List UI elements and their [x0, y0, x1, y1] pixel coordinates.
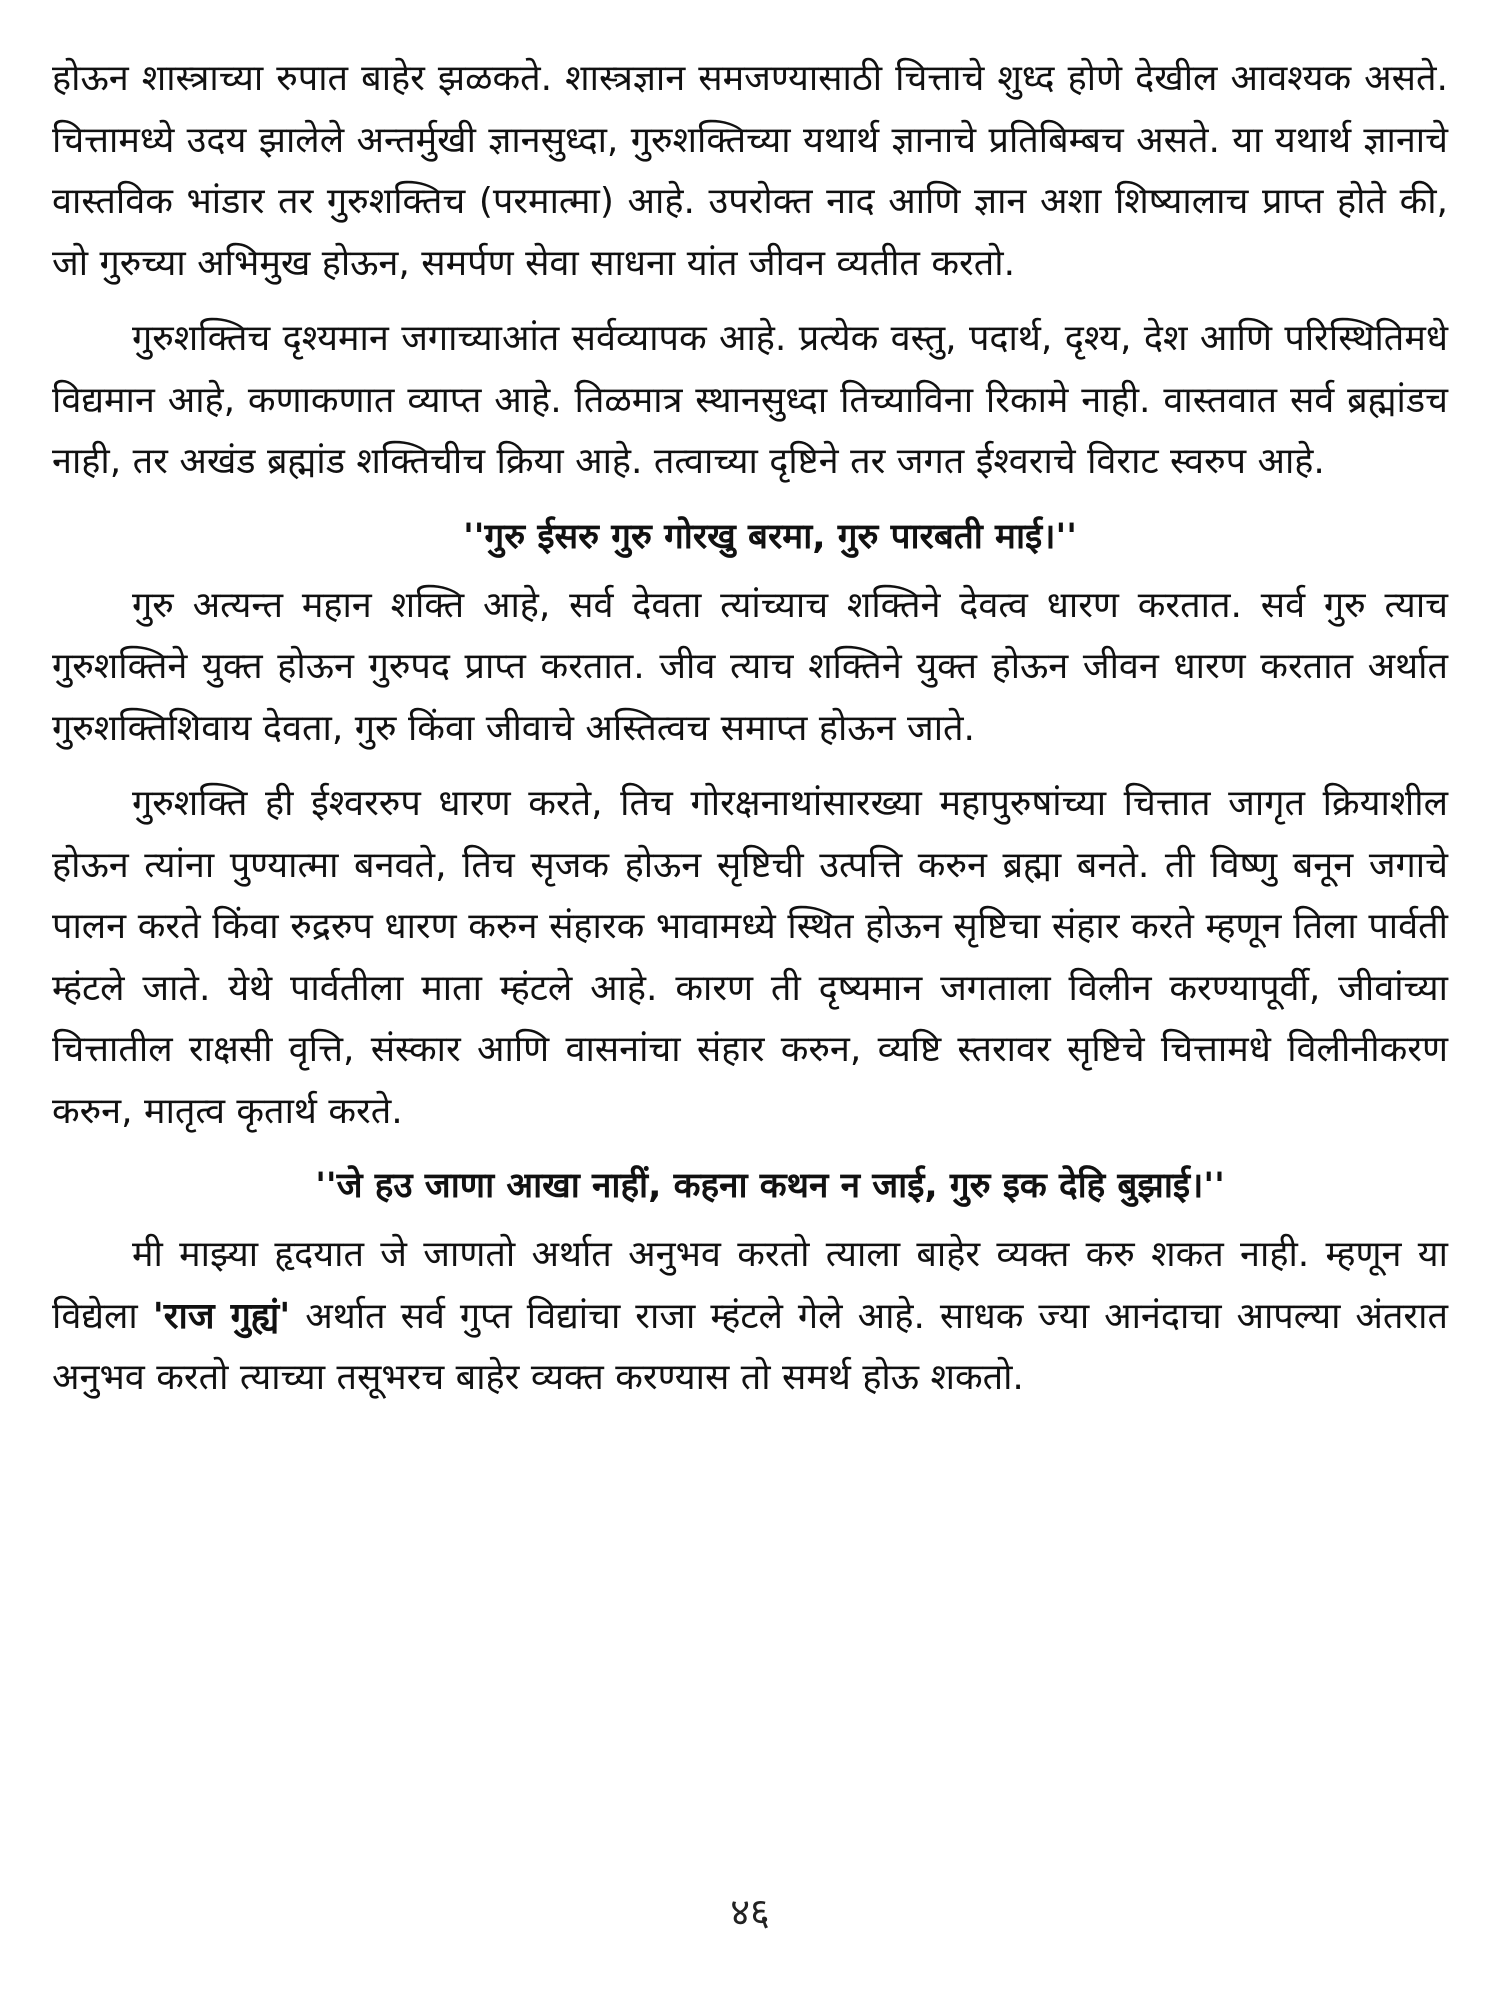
quote-1: ''गुरु ईसरु गुरु गोरखु बरमा, गुरु पारबती माई।'' — [463, 516, 1077, 557]
paragraph-4: गुरुशक्ति ही ईश्वररुप धारण करते, तिच गोरक्षनाथांसारख्या महापुरुषांच्या चित्तात जागृत क्रियाशील होऊन त्यांना पुण्यात्मा बनवते, तिच सृजक होऊन सृष्टिची उत्पत्ति करुन ब्रह्मा बनते. ती विष्णु बनून जगाचे पालन करते किंवा रुद्ररुप धारण करुन संहारक भावामध्ये स्थित होऊन सृष्टिचा संहार करते म्हणून तिला पार्वती म्हंटले जाते. येथे पार्वतीला माता म्हंटले आहे. कारण ती दृष्यमान जगताला विलीन करण्यापूर्वी, जीवांच्या चित्तातील राक्षसी वृत्ति, संस्कार आणि वासनांचा संहार करुन, व्यष्टि स्तरावर सृष्टिचे चित्तामधे विलीनीकरण करुन, मातृत्व कृतार्थ करते. — [52, 783, 1448, 1132]
quote-2: ''जे हउ जाणा आखा नाहीं, कहना कथन न जाई, गुरु इक देहि बुझाई।'' — [315, 1166, 1225, 1206]
paragraph-5-text-end: अर्थात सर्व गुप्त विद्यांचा राजा म्हंटले गेले आहे. साधक ज्या आनंदाचा आपल्या अंतरात अनुभव करतो त्याच्या तसूभरच बाहेर व्यक्त करण्यास तो समर्थ होऊ शकतो. — [52, 1295, 1448, 1398]
paragraph-5 — [52, 1224, 1448, 1409]
paragraph-5-emphasis: 'राज गुह्यं' — [152, 1295, 291, 1337]
paragraph-1: होऊन शास्त्राच्या रुपात बाहेर झळकते. शास्त्रज्ञान समजण्यासाठी चित्ताचे शुध्द होणे देखील आवश्यक असते. चित्तामध्ये उदय झालेले अन्तर्मुखी ज्ञानसुध्दा, गुरुशक्तिच्या यथार्थ ज्ञानाचे प्रतिबिम्बच असते. या यथार्थ ज्ञानाचे वास्तविक भांडार तर गुरुशक्तिच (परमात्मा) आहे. उपरोक्त नाद आणि ज्ञान अशा शिष्यालाच प्राप्त होते की, जो गुरुच्या अभिमुख होऊन, समर्पण सेवा साधना यांत जीवन व्यतीत करतो. — [52, 58, 1448, 284]
page-number: ४६ — [730, 1890, 770, 1934]
paragraph-5-text-start: मी माझ्या हृदयात जे जाणतो अर्थात अनुभव करतो त्याला बाहेर व्यक्त करु शकत नाही. म्हणून या विद्येला — [52, 1234, 1448, 1337]
paragraph-2: गुरुशक्तिच दृश्यमान जगाच्याआंत सर्वव्यापक आहे. प्रत्येक वस्तु, पदार्थ, दृश्य, देश आणि परिस्थितिमधे विद्यमान आहे, कणाकणात व्याप्त आहे. तिळमात्र स्थानसुध्दा तिच्याविना रिकामे नाही. वास्तवात सर्व ब्रह्मांडच नाही, तर अखंड ब्रह्मांड शक्तिचीच क्रिया आहे. तत्वाच्या दृष्टिने तर जगत ईश्वराचे विराट स्वरुप आहे. — [52, 318, 1448, 482]
paragraph-3: गुरु अत्यन्त महान शक्ति आहे, सर्व देवता त्यांच्याच शक्तिने देवत्व धारण करतात. सर्व गुरु त्याच गुरुशक्तिने युक्त होऊन गुरुपद प्राप्त करतात. जीव त्याच शक्तिने युक्त होऊन जीवन धारण करतात अर्थात गुरुशक्तिशिवाय देवता, गुरु किंवा जीवाचे अस्तित्वच समाप्त होऊन जाते. — [52, 584, 1448, 749]
